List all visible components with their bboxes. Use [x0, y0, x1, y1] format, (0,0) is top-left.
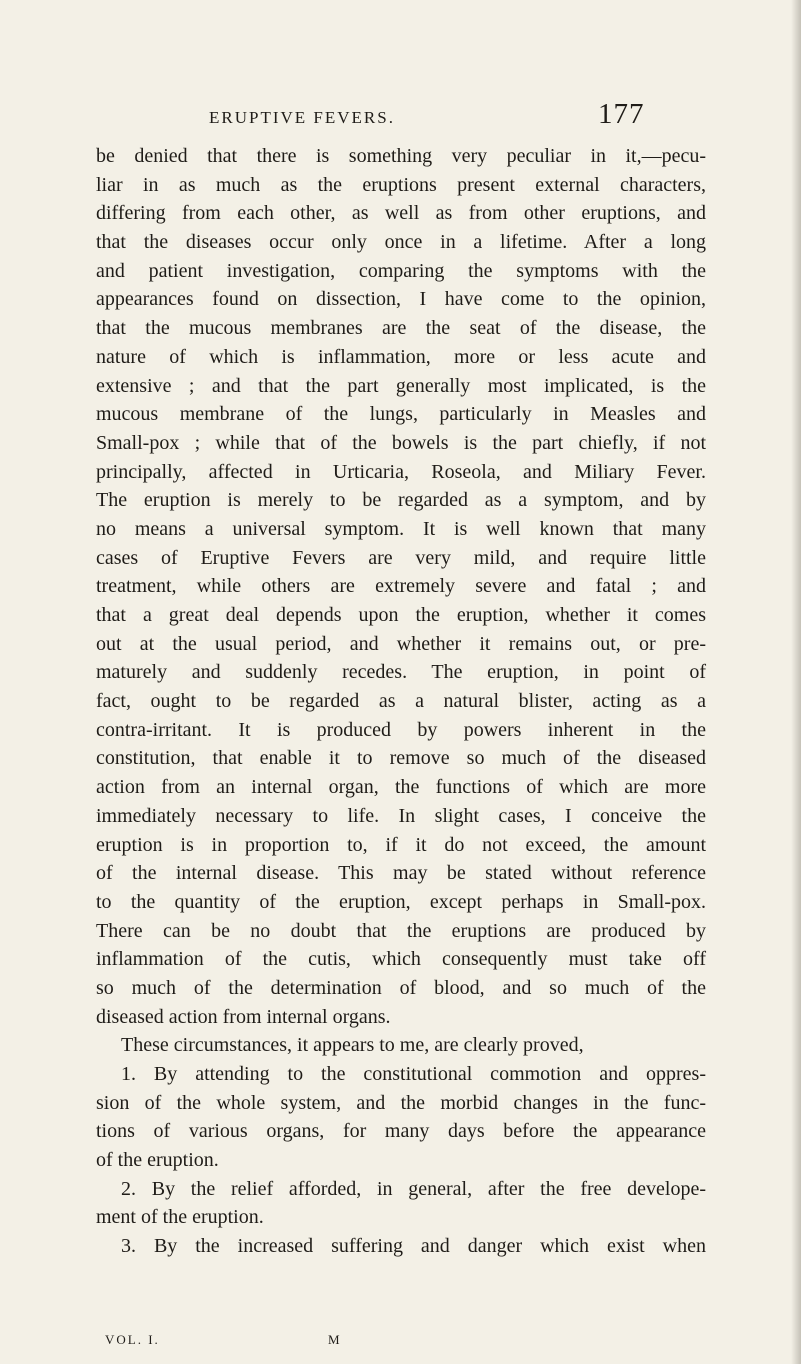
paragraph	[96, 1031, 706, 1060]
text-line: action from an internal organ, the functions of which are more	[96, 776, 706, 799]
text-line: of the internal disease. This may be stated without reference	[96, 862, 706, 885]
text-line: so much of the determination of blood, and so much of the	[96, 976, 706, 999]
text-line: tions of various organs, for many days before the appearance	[96, 1120, 706, 1143]
running-head: ERUPTIVE FEVERS.	[209, 108, 395, 127]
text-line: appearances found on dissection, I have come to the opinion,	[96, 288, 706, 311]
text-line: immediately necessary to life. In slight cases, I conceive the	[96, 804, 706, 827]
text-line: differing from each other, as well as from other eruptions, and	[96, 202, 706, 225]
text-line: be denied that there is something very peculiar in it,—pecu-	[96, 145, 706, 167]
text-line: and patient investigation, comparing the symptoms with the	[96, 259, 706, 282]
text-line: mucous membrane of the lungs, particularly in Measles and	[96, 403, 706, 426]
text-line: constitution, that enable it to remove so much of the diseased	[96, 747, 706, 770]
volume-label: VOL. I.	[105, 1332, 160, 1347]
body-text	[96, 142, 706, 1261]
text-line: liar in as much as the eruptions present external characters,	[96, 173, 706, 196]
text-line: out at the usual period, and whether it remains out, or pre-	[96, 632, 706, 655]
text-line: ment of the eruption.	[96, 1206, 264, 1229]
text-line: There can be no doubt that the eruptions are produced by	[96, 919, 706, 942]
text-line: that a great deal depends upon the eruption, whether it comes	[96, 604, 706, 626]
text-line: fact, ought to be regarded as a natural blister, acting as a	[96, 690, 706, 713]
text-line: no means a universal symptom. It is well known that many	[96, 517, 706, 540]
paragraph	[96, 1060, 706, 1175]
text-line: that the mucous membranes are the seat of the disease, the	[96, 317, 706, 340]
text-line: nature of which is inflammation, more or less acute and	[96, 345, 706, 368]
signature-mark: M	[328, 1332, 342, 1347]
text-line: sion of the whole system, and the morbid changes in the func-	[96, 1091, 706, 1114]
page-edge-shadow	[791, 0, 801, 1364]
paragraph	[96, 1232, 706, 1261]
text-line: Small-pox ; while that of the bowels is the part chiefly, if not	[96, 431, 706, 454]
text-line: maturely and suddenly recedes. The eruption, in point of	[96, 661, 706, 684]
text-line: 3. By the increased suffering and danger which exist when	[121, 1235, 706, 1258]
text-line: of the eruption.	[96, 1149, 219, 1172]
paragraph	[96, 142, 706, 1031]
text-line: that the diseases occur only once in a lifetime. After a long	[96, 231, 706, 254]
text-line: extensive ; and that the part generally most implicated, is the	[96, 374, 706, 397]
text-line: contra-irritant. It is produced by powers inherent in the	[96, 718, 706, 741]
paragraph	[96, 1175, 706, 1232]
text-line: 2. By the relief afforded, in general, after the free develope-	[121, 1177, 706, 1200]
text-line: inflammation of the cutis, which consequently must take off	[96, 948, 706, 971]
text-line: principally, affected in Urticaria, Roseola, and Miliary Fever.	[96, 460, 706, 483]
text-line: eruption is in proportion to, if it do not exceed, the amount	[96, 833, 706, 856]
text-line: to the quantity of the eruption, except perhaps in Small-pox.	[96, 890, 706, 913]
text-line: 1. By attending to the constitutional commotion and oppres-	[121, 1063, 706, 1085]
page-number: 177	[598, 98, 645, 130]
text-line: treatment, while others are extremely severe and fatal ; and	[96, 575, 706, 598]
text-line: The eruption is merely to be regarded as a symptom, and by	[96, 489, 706, 512]
text-line: diseased action from internal organs.	[96, 1005, 391, 1028]
text-line: cases of Eruptive Fevers are very mild, and require little	[96, 546, 706, 569]
text-line: These circumstances, it appears to me, are clearly proved,	[121, 1034, 584, 1057]
